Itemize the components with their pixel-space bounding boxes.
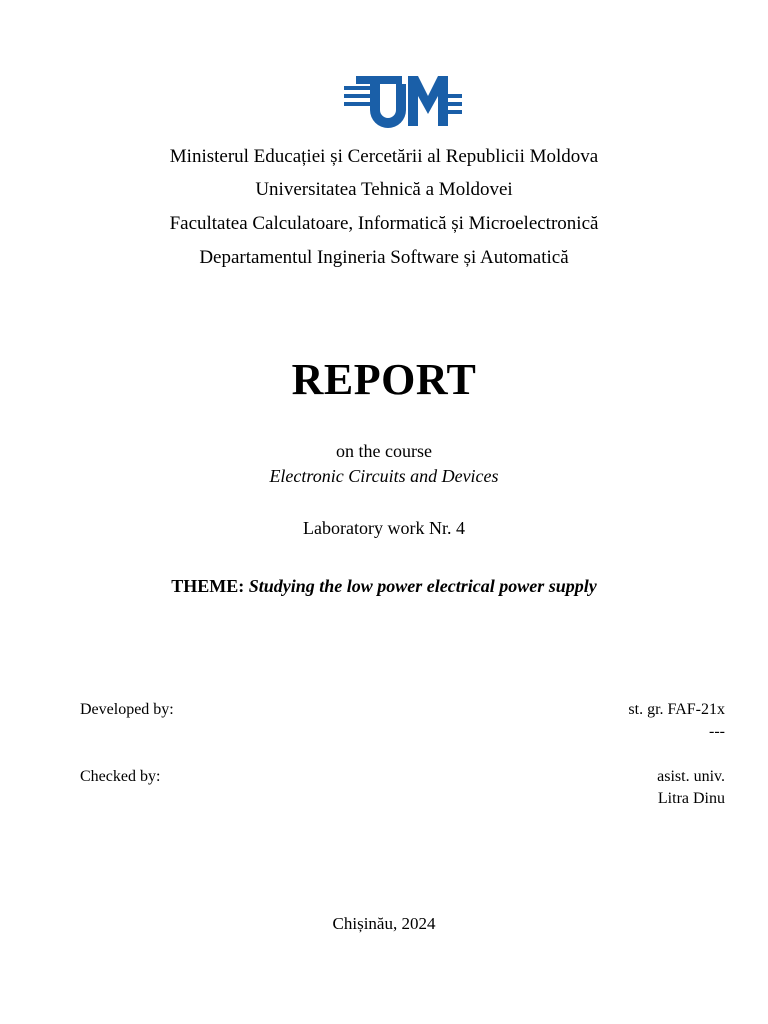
theme-text: Studying the low power electrical power supply — [248, 576, 597, 596]
developed-by-label: Developed by: — [80, 701, 174, 718]
report-title: REPORT — [291, 355, 477, 404]
utm-logo — [342, 72, 464, 136]
student-name: --- — [709, 723, 725, 740]
course-intro: on the course — [336, 441, 432, 461]
course-name: Electronic Circuits and Devices — [269, 466, 499, 486]
checker-name: Litra Dinu — [657, 790, 725, 807]
department-line: Departamentul Ingineria Software și Automatică — [199, 247, 569, 268]
theme-line — [0, 575, 768, 597]
city-year: Chișinău, 2024 — [332, 914, 436, 933]
checker-position: asist. univ. — [657, 768, 725, 785]
lab-number: Laboratory work Nr. 4 — [303, 518, 465, 538]
developed-by-info — [628, 699, 725, 743]
student-group: st. gr. FAF-21x — [628, 701, 725, 718]
checked-by-info — [657, 766, 725, 810]
theme-label: THEME: — [171, 576, 245, 596]
checked-by-label: Checked by: — [80, 768, 161, 785]
faculty-line: Facultatea Calculatoare, Informatică și Microelectronică — [169, 213, 599, 234]
university-line: Universitatea Tehnică a Moldovei — [255, 179, 513, 200]
ministry-line: Ministerul Educației și Cercetării al Republicii Moldova — [169, 146, 599, 167]
